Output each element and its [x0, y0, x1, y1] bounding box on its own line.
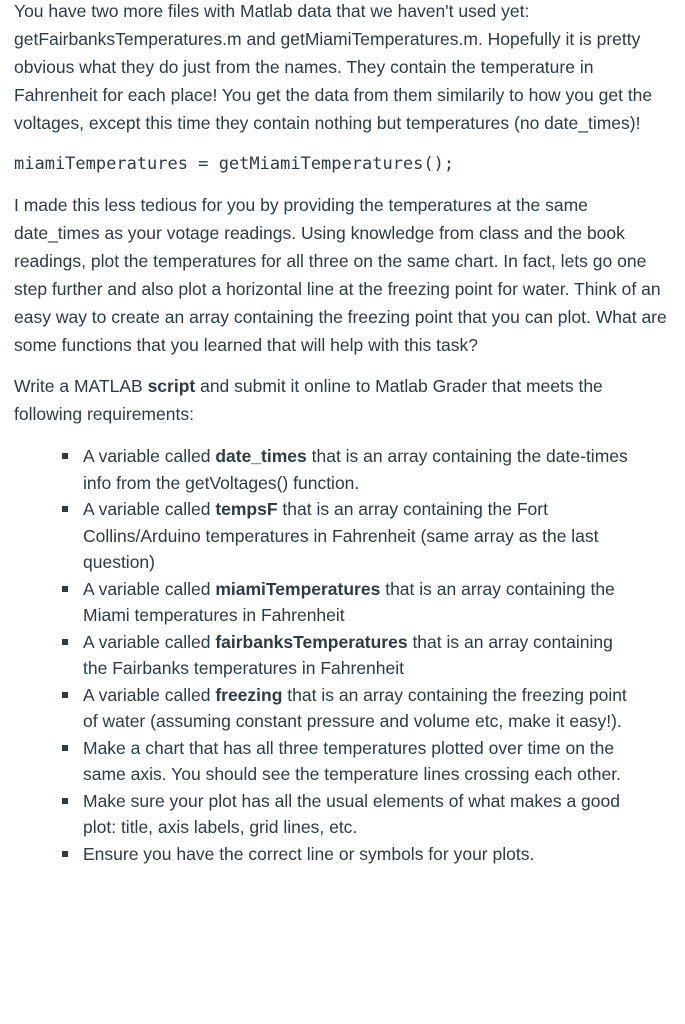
requirement-variable: tempsF — [215, 499, 278, 519]
requirement-item: A variable called date_times that is an array containing the date-times info from the getVoltages() function. — [83, 443, 674, 496]
assignment-content — [14, 0, 674, 867]
requirement-item: A variable called tempsF that is an array containing the Fort Collins/Arduino temperatures in Fahrenheit (same array as the last question) — [83, 496, 674, 576]
code-snippet: miamiTemperatures = getMiamiTemperatures(); — [14, 154, 455, 174]
requirement-variable: date_times — [215, 446, 307, 466]
bullet-icon — [62, 692, 68, 698]
instructions-paragraph: I made this less tedious for you by providing the temperatures at the same date_times as your votage readings. Using knowledge from class and the book readings, plot the temperatures for all three on the same chart. In fact, lets go one step further and also plot a horizontal line at the freezing point for water. Think of an easy way to create an array containing the freezing point that you can plot. What are some functions that you learned that will help with this task? — [14, 195, 667, 355]
task-text-after: and submit it online to Matlab Grader that meets the following requirements: — [14, 376, 603, 424]
requirements-list — [14, 443, 674, 867]
requirement-item: Make sure your plot has all the usual elements of what makes a good plot: title, axis labels, grid lines, etc. — [83, 788, 674, 841]
requirement-variable: miamiTemperatures — [215, 578, 381, 599]
bullet-icon — [62, 798, 68, 804]
requirement-item: A variable called miamiTemperatures that is an array containing the Miami temperatures in Fahrenheit — [83, 576, 674, 629]
bullet-icon — [62, 639, 68, 645]
requirement-item: A variable called freezing that is an array containing the freezing point of water (assuming constant pressure and volume etc, make it easy!). — [83, 682, 674, 735]
requirement-item: Make a chart that has all three temperatures plotted over time on the same axis. You should see the temperature lines crossing each other. — [83, 735, 674, 788]
bullet-icon — [62, 586, 68, 592]
requirement-item: Ensure you have the correct line or symbols for your plots. — [83, 841, 674, 868]
task-text-before: Write a MATLAB — [14, 376, 148, 396]
bullet-icon — [62, 453, 68, 459]
task-paragraph — [14, 372, 674, 428]
bullet-icon — [62, 506, 68, 512]
task-bold-script: script — [147, 376, 196, 396]
requirement-item: A variable called fairbanksTemperatures that is an array containing the Fairbanks temperatures in Fahrenheit — [83, 629, 674, 682]
requirement-variable: fairbanksTemperatures — [215, 631, 408, 652]
bullet-icon — [62, 745, 68, 751]
requirement-variable: freezing — [215, 684, 283, 705]
bullet-icon — [62, 851, 68, 857]
intro-paragraph: You have two more files with Matlab data that we haven't used yet: getFairbanksTemperatures.m and getMiamiTemperatures.m. Hopefully it is pretty obvious what they do just from the names. They contain the temperature in Fahrenheit for each place! You get the data from them similarily to how you get the voltages, except this time they contain nothing but temperatures (no date_times)! — [14, 1, 653, 133]
